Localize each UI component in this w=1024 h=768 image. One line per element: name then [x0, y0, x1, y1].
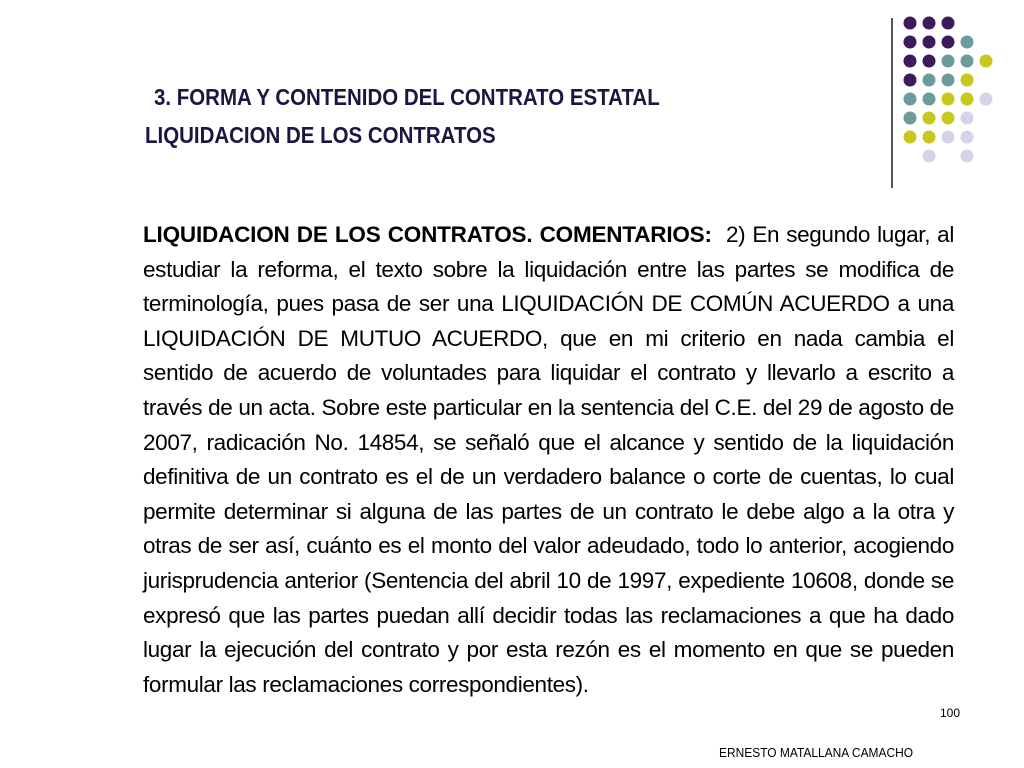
decorative-dot — [961, 93, 974, 106]
page-number: 100 — [940, 706, 961, 720]
decorative-dot — [923, 150, 936, 163]
vertical-divider — [891, 18, 893, 188]
decorative-dot — [942, 93, 955, 106]
body-content: 2) En segundo lugar, al estudiar la reforma, el texto sobre la liquidación entre las partes se modifica de terminología, pues pasa de ser una LIQUIDACIÓN DE COMÚN ACUERDO a una LIQUIDACIÓN DE MUTUO ACUERDO, que en mi criterio en nada cambia el sentido de acuerdo de voluntades para liquidar el contrato y llevarlo a escrito a través de un acta. Sobre este particular en la sentencia del C.E. del 29 de agosto de 2007, radicación No. 14854, se señaló que el alcance y sentido de la liquidación definitiva de un contrato es el de un verdadero balance o corte de cuentas, lo cual permite determinar si alguna de las partes de un contrato le debe algo a la otra y otras de ser así, cuánto es el monto del valor adeudado, todo lo anterior, acogiendo jurisprudencia anterior (Sentencia del abril 10 de 1997, expediente 10608, donde se expresó que las partes puedan allí decidir todas las reclamaciones a que ha dado lugar la ejecución del contrato y por esta rezón es el momento en que se pueden formular las reclamaciones correspondientes). — [143, 222, 954, 697]
decorative-dot — [942, 36, 955, 49]
decorative-dot — [904, 55, 917, 68]
body-lead: LIQUIDACION DE LOS CONTRATOS. COMENTARIOS: — [143, 222, 712, 247]
decorative-dot — [923, 17, 936, 30]
decorative-dot — [942, 17, 955, 30]
decorative-dot — [961, 131, 974, 144]
decorative-dot — [923, 36, 936, 49]
decorative-dot — [942, 55, 955, 68]
decorative-dot — [980, 55, 993, 68]
decorative-dot — [923, 74, 936, 87]
dot-grid-graphic — [900, 10, 1020, 170]
decorative-dot-grid — [900, 10, 1020, 170]
decorative-dot — [961, 55, 974, 68]
decorative-dot — [942, 74, 955, 87]
decorative-dot — [904, 74, 917, 87]
slide-subtitle: LIQUIDACION DE LOS CONTRATOS — [145, 122, 496, 148]
decorative-dot — [904, 112, 917, 125]
author-footer: ERNESTO MATALLANA CAMACHO — [719, 745, 914, 760]
decorative-dot — [904, 36, 917, 49]
decorative-dot — [961, 112, 974, 125]
decorative-dot — [961, 36, 974, 49]
slide-title: 3. FORMA Y CONTENIDO DEL CONTRATO ESTATAL — [154, 84, 660, 110]
body-paragraph — [143, 218, 954, 702]
decorative-dot — [923, 131, 936, 144]
decorative-dot — [923, 55, 936, 68]
decorative-dot — [961, 74, 974, 87]
decorative-dot — [904, 93, 917, 106]
decorative-dot — [904, 17, 917, 30]
decorative-dot — [980, 93, 993, 106]
decorative-dot — [923, 112, 936, 125]
decorative-dot — [923, 93, 936, 106]
decorative-dot — [961, 150, 974, 163]
decorative-dot — [942, 131, 955, 144]
decorative-dot — [942, 112, 955, 125]
decorative-dot — [904, 131, 917, 144]
